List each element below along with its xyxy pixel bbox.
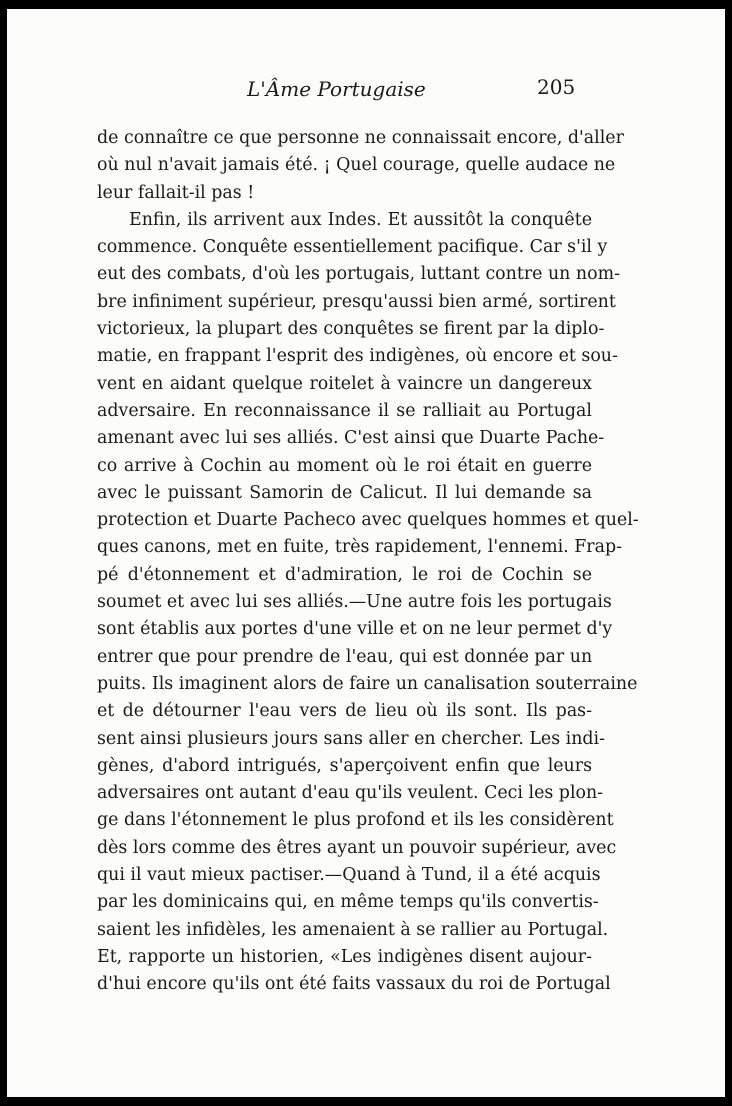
text-line: sont établis aux portes d'une ville et on ne leur permet d'y — [97, 619, 613, 640]
text-line: adversaires ont autant d'eau qu'ils veulent. Ceci les plon- — [97, 783, 604, 804]
text-line: et de détourner l'eau vers de lieu où ils sont. Ils pas- — [97, 701, 592, 722]
text-line: saient les infidèles, les amenaient à se rallier au Portugal. — [97, 919, 609, 940]
text-line: matie, en frappant l'esprit des indigènes, où encore et sou- — [97, 346, 618, 367]
running-title: L'Âme Portugaise — [247, 77, 426, 101]
text-line: co arrive à Cochin au moment où le roi était en guerre — [97, 455, 592, 476]
page-header — [7, 73, 725, 103]
text-line: amenant avec lui ses alliés. C'est ainsi que Duarte Pache- — [97, 428, 605, 449]
text-line: Enfin, ils arrivent aux Indes. Et aussitôt la conquête — [129, 209, 592, 230]
text-line: qui il vaut mieux pactiser.—Quand à Tund, il a été acquis — [97, 865, 601, 886]
text-line: où nul n'avait jamais été. ¡ Quel courage, quelle audace ne — [97, 155, 616, 176]
text-line: eut des combats, d'où les portugais, luttant contre un nom- — [97, 264, 620, 285]
text-line: victorieux, la plupart des conquêtes se firent par la diplo- — [97, 319, 605, 340]
text-line: d'hui encore qu'ils ont été faits vassaux du roi de Portugal — [97, 974, 611, 995]
text-line: de connaître ce que personne ne connaissait encore, d'aller — [97, 128, 624, 148]
text-line: entrer que pour prendre de l'eau, qui est donnée par un — [97, 646, 593, 667]
text-line: soumet et avec lui ses alliés.—Une autre fois les portugais — [97, 592, 612, 613]
text-line: vent en aidant quelque roitelet à vaincre un dangereux — [97, 373, 592, 394]
text-line: pé d'étonnement et d'admiration, le roi de Cochin se — [97, 564, 592, 585]
text-line: protection et Duarte Pacheco avec quelques hommes et quel- — [97, 510, 639, 531]
book-page — [7, 9, 725, 1097]
page-number: 205 — [537, 75, 576, 99]
text-line: ge dans l'étonnement le plus profond et ils les considèrent — [97, 810, 614, 831]
text-line: puits. Ils imaginent alors de faire un canalisation souterraine — [97, 673, 638, 694]
text-line: dès lors comme des êtres ayant un pouvoir supérieur, avec — [97, 837, 617, 858]
text-line: adversaire. En reconnaissance il se ralliait au Portugal — [97, 400, 592, 421]
text-line: gènes, d'abord intrigués, s'aperçoivent enfin que leurs — [97, 755, 592, 776]
text-line: bre infiniment supérieur, presqu'aussi bien armé, sortirent — [97, 291, 616, 312]
text-line: Et, rapporte un historien, «Les indigènes disent aujour- — [97, 946, 592, 967]
text-line: sent ainsi plusieurs jours sans aller en chercher. Les indi- — [97, 728, 605, 749]
text-line: avec le puissant Samorin de Calicut. Il lui demande sa — [97, 482, 592, 503]
body-text — [97, 125, 639, 999]
text-line: par les dominicains qui, en même temps qu'ils convertis- — [97, 892, 599, 913]
text-line: leur fallait-il pas ! — [97, 182, 255, 203]
text-line: ques canons, met en fuite, très rapidement, l'ennemi. Frap- — [97, 537, 622, 558]
text-line: commence. Conquête essentiellement pacifique. Car s'il y — [97, 237, 608, 258]
